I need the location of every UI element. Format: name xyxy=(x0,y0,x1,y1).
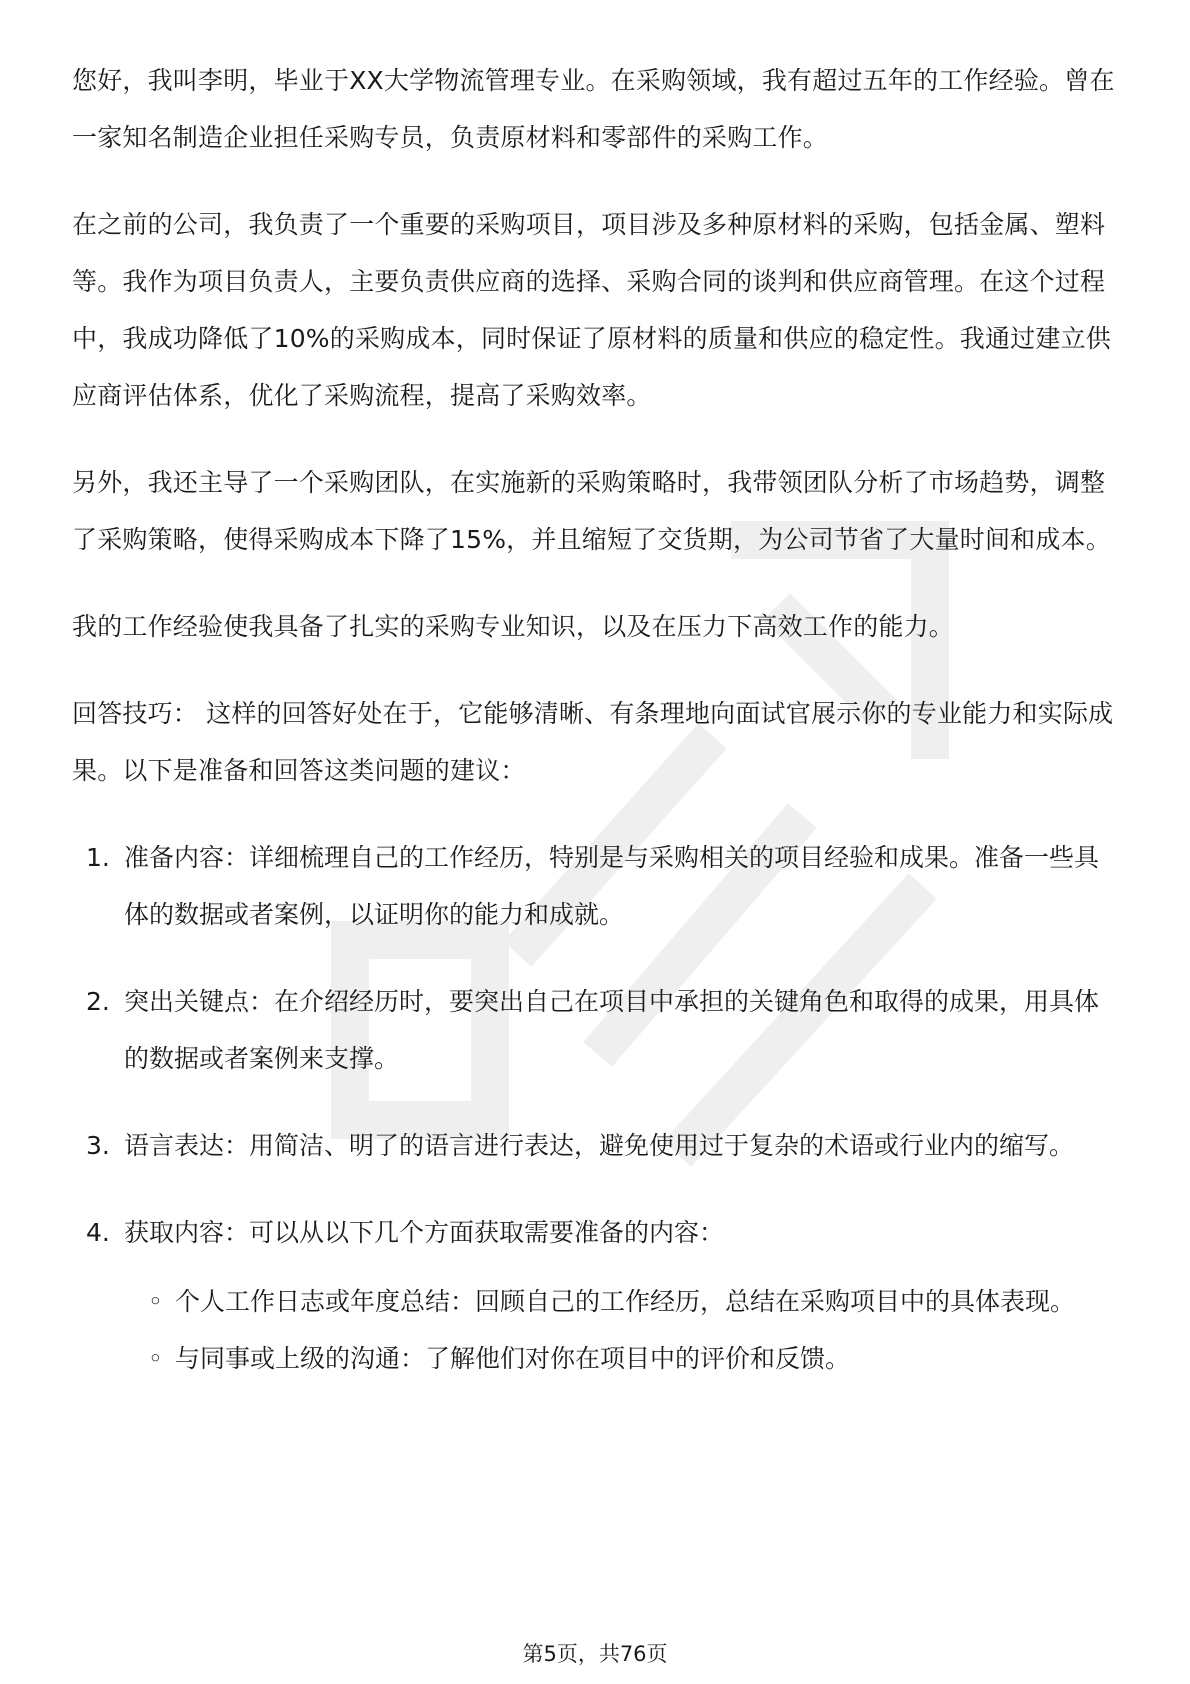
list-item-text: 准备内容：详细梳理自己的工作经历，特别是与采购相关的项目经验和成果。准备一些具体的数据或者案例，以证明你的能力和成就。 xyxy=(124,843,1100,929)
sub-list-item-text: 与同事或上级的沟通：了解他们对你在项目中的评价和反馈。 xyxy=(175,1344,851,1373)
sub-list-item xyxy=(72,1273,1122,1330)
sub-list-item-text: 个人工作日志或年度总结：回顾自己的工作经历，总结在采购项目中的具体表现。 xyxy=(175,1287,1076,1316)
page-footer: 第5页，共76页 xyxy=(522,1642,668,1666)
list-item xyxy=(72,1117,1122,1174)
document-body xyxy=(72,52,1122,1387)
paragraph-project: 在之前的公司，我负责了一个重要的采购项目，项目涉及多种原材料的采购，包括金属、塑料等。我作为项目负责人，主要负责供应商的选择、采购合同的谈判和供应商管理。在这个过程中，我成功降低了10%的采购成本，同时保证了原材料的质量和供应的稳定性。我通过建立供应商评估体系，优化了采购流程，提高了采购效率。 xyxy=(72,210,1111,410)
list-number: 3. xyxy=(86,1131,110,1160)
paragraph-intro: 您好，我叫李明，毕业于XX大学物流管理专业。在采购领域，我有超过五年的工作经验。曾在一家知名制造企业担任采购专员，负责原材料和零部件的采购工作。 xyxy=(72,66,1115,152)
paragraph-summary: 我的工作经验使我具备了扎实的采购专业知识，以及在压力下高效工作的能力。 xyxy=(72,612,955,641)
hollow-bullet-icon: ◦ xyxy=(148,1287,163,1316)
list-number: 1. xyxy=(86,843,110,872)
list-item xyxy=(72,829,1122,943)
list-item-text: 突出关键点：在介绍经历时，要突出自己在项目中承担的关键角色和取得的成果，用具体的数据或者案例来支撑。 xyxy=(124,987,1100,1073)
list-number: 4. xyxy=(86,1218,110,1247)
list-item xyxy=(72,973,1122,1087)
list-item-text: 语言表达：用简洁、明了的语言进行表达，避免使用过于复杂的术语或行业内的缩写。 xyxy=(124,1131,1075,1160)
paragraph-tips-intro: 回答技巧： 这样的回答好处在于，它能够清晰、有条理地向面试官展示你的专业能力和实际成果。以下是准备和回答这类问题的建议： xyxy=(72,699,1114,785)
hollow-bullet-icon: ◦ xyxy=(148,1344,163,1373)
sub-list-item xyxy=(72,1330,1122,1387)
list-item-text: 获取内容：可以从以下几个方面获取需要准备的内容： xyxy=(124,1218,725,1247)
sub-list xyxy=(72,1273,1122,1387)
list-item xyxy=(72,1204,1122,1261)
paragraph-team: 另外，我还主导了一个采购团队，在实施新的采购策略时，我带领团队分析了市场趋势，调整了采购策略，使得采购成本下降了15%，并且缩短了交货期，为公司节省了大量时间和成本。 xyxy=(72,468,1111,554)
tips-list xyxy=(72,829,1122,1261)
list-number: 2. xyxy=(86,987,110,1016)
